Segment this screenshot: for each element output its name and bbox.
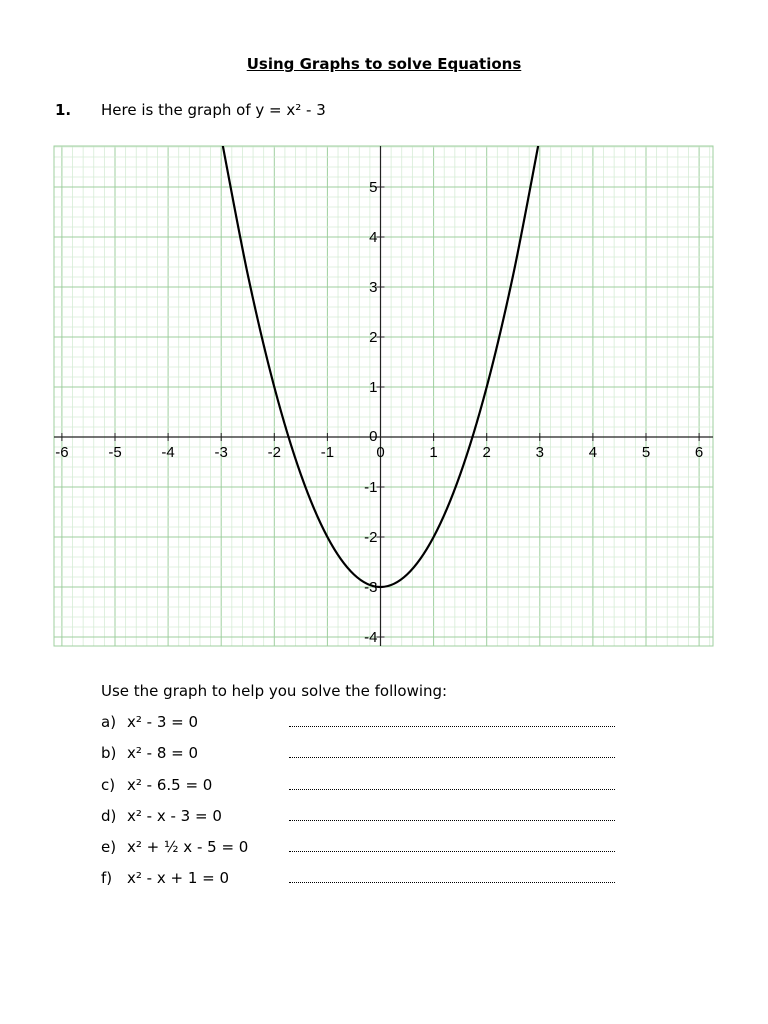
item-letter: e) [101, 838, 117, 857]
x-tick-label: -1 [320, 444, 335, 461]
x-tick-label: -6 [55, 444, 69, 461]
item-equation: x² - x - 3 = 0 [127, 806, 222, 825]
equation-item [101, 835, 621, 866]
y-tick-label: -2 [364, 529, 378, 546]
equation-item [101, 741, 621, 772]
y-tick-label: 3 [369, 279, 378, 296]
x-tick-label: -2 [267, 444, 281, 461]
equation-item [101, 773, 621, 804]
x-tick-label: -3 [214, 444, 228, 461]
instruction-text: Use the graph to help you solve the following: [101, 682, 448, 700]
x-tick-label: 6 [694, 444, 704, 461]
x-tick-label: 3 [535, 444, 544, 461]
y-tick-label: 1 [369, 379, 378, 396]
y-tick-label: 4 [369, 229, 378, 246]
item-letter: c) [101, 775, 116, 794]
y-tick-label: 2 [369, 329, 378, 346]
item-equation: x² + ½ x - 5 = 0 [127, 838, 249, 857]
item-equation: x² - 8 = 0 [127, 744, 199, 763]
equation-list [101, 710, 621, 898]
x-tick-label: 5 [641, 444, 651, 461]
item-letter: d) [101, 806, 117, 825]
item-equation: x² - 6.5 = 0 [127, 775, 213, 794]
answer-line[interactable] [289, 789, 615, 790]
y-tick-label: -3 [364, 579, 378, 596]
item-equation: x² - 3 = 0 [127, 713, 199, 731]
answer-line[interactable] [289, 882, 615, 883]
x-tick-label: 2 [482, 444, 491, 461]
question-text: Here is the graph of y = x² - 3 [101, 101, 326, 119]
x-tick-label: 1 [429, 444, 438, 461]
answer-line[interactable] [289, 820, 615, 821]
y-tick-label: 0 [369, 428, 378, 445]
item-equation: x² - x + 1 = 0 [127, 869, 230, 888]
worksheet-title: Using Graphs to solve Equations [246, 55, 522, 73]
equation-item [101, 804, 621, 835]
equation-item [101, 866, 621, 897]
item-letter: b) [101, 744, 117, 763]
answer-line[interactable] [289, 726, 615, 727]
y-tick-label: 5 [369, 179, 378, 196]
equation-item [101, 710, 621, 741]
question-number: 1. [55, 101, 72, 119]
x-tick-label: -5 [108, 444, 122, 461]
answer-line[interactable] [289, 757, 615, 758]
y-tick-label: -4 [364, 629, 378, 646]
x-tick-label: 4 [588, 444, 598, 461]
x-tick-label: 0 [376, 444, 385, 461]
answer-line[interactable] [289, 851, 615, 852]
y-tick-label: -1 [364, 479, 378, 496]
item-letter: a) [101, 713, 117, 731]
item-letter: f) [101, 869, 113, 888]
x-tick-label: -4 [161, 444, 175, 461]
